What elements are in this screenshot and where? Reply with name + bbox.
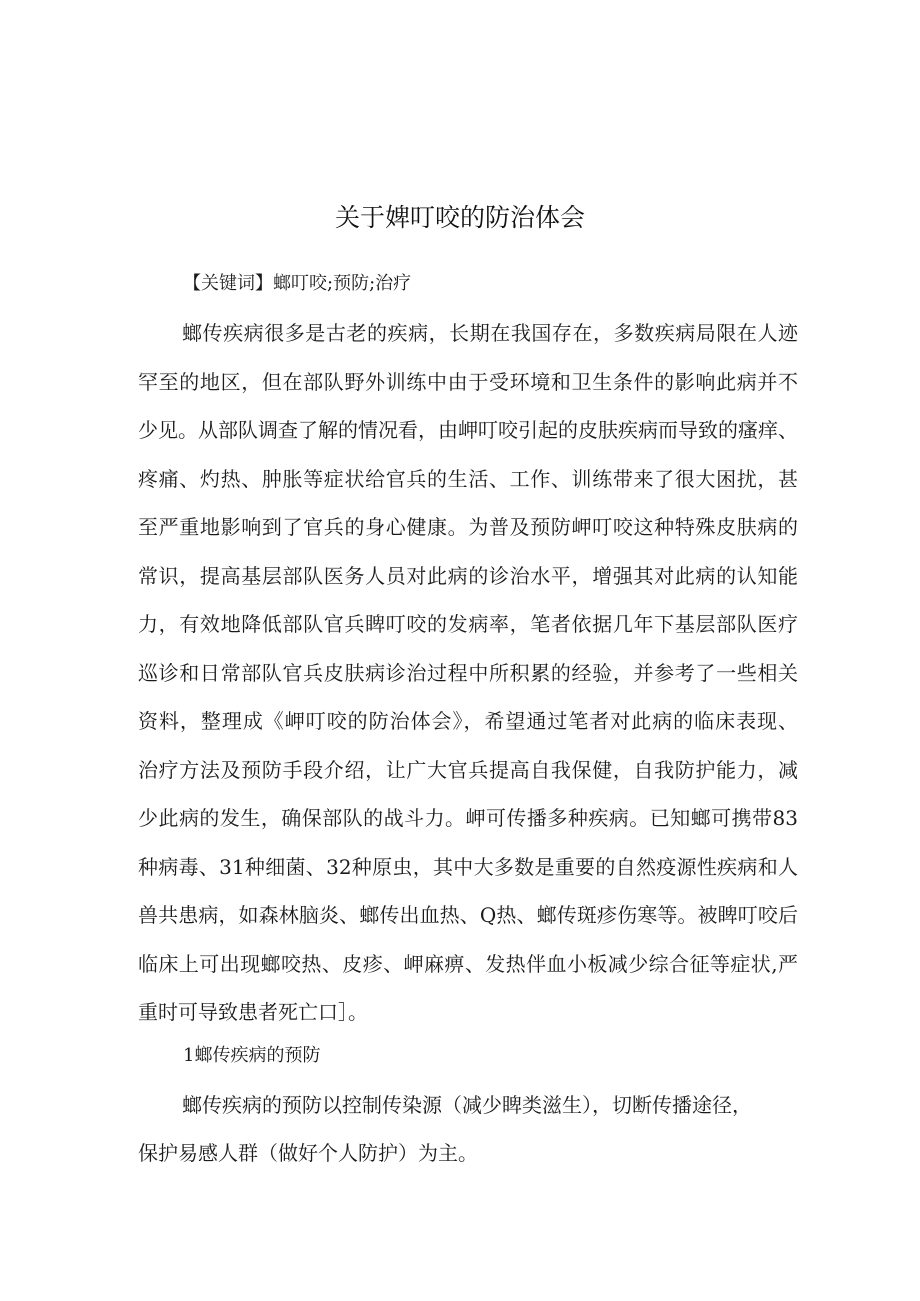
- document-title: 关于婢叮咬的防治体会: [334, 203, 585, 232]
- paragraph-line: 种病毒、31种细菌、32种原虫，其中大多数是重要的自然疫源性疾病和人: [138, 854, 798, 879]
- paragraph-line: 治疗方法及预防手段介绍，让广大官兵提高自我保健，自我防护能力，减: [138, 757, 798, 782]
- keywords-line: 【关键词】螂叮咬;预防;治疗: [183, 273, 412, 294]
- paragraph-line: 罕至的地区，但在部队野外训练中由于受环境和卫生条件的影响此病并不: [138, 369, 798, 394]
- paragraph-line: 常识，提高基层部队医务人员对此病的诊治水平，增强其对此病的认知能: [138, 563, 798, 588]
- paragraph-line: 兽共患病，如森林脑炎、螂传出血热、Q热、螂传斑疹伤寒等。被睥叮咬后: [138, 903, 798, 927]
- paragraph-line: 巡诊和日常部队官兵皮肤病诊治过程中所积累的经验，并参考了一些相关: [138, 660, 798, 685]
- paragraph-line: 临床上可出现螂咬热、皮疹、岬麻痹、发热伴血小板减少综合征等症状,严: [138, 951, 798, 976]
- paragraph-line: 力，有效地降低部队官兵睥叮咬的发病率，笔者依据几年下基层部队医疗: [138, 612, 798, 636]
- paragraph-line: 少此病的发生，确保部队的战斗力。岬可传播多种疾病。已知螂可携带83: [138, 806, 798, 830]
- intro-paragraph: [138, 315, 798, 1043]
- paragraph-line: 至严重地影响到了官兵的身心健康。为普及预防岬叮咬这种特殊皮肤病的: [138, 515, 798, 539]
- paragraph-line: 螂传疾病很多是古老的疾病，长期在我国存在，多数疾病局限在人迹: [182, 321, 798, 345]
- paragraph-line: 资料，整理成《岬叮咬的防治体会》，希望通过笔者对此病的临床表现、: [138, 709, 798, 733]
- paragraph-line: 螂传疾病的预防以控制传染源（减少睥类滋生），切断传播途径，: [182, 1093, 752, 1117]
- paragraph-line: 少见。从部队调查了解的情况看，由岬叮咬引起的皮肤疾病而导致的瘙痒、: [138, 418, 798, 442]
- paragraph-line: 重时可导致患者死亡口］。: [138, 1000, 368, 1024]
- paragraph-line: 保护易感人群（做好个人防护）为主。: [138, 1141, 478, 1165]
- paragraph-line: 疼痛、灼热、肿胀等症状给官兵的生活、工作、训练带来了很大困扰，甚: [138, 466, 798, 491]
- prevention-paragraph: [138, 1087, 758, 1183]
- section-heading: 1螂传疾病的预防: [183, 1045, 321, 1066]
